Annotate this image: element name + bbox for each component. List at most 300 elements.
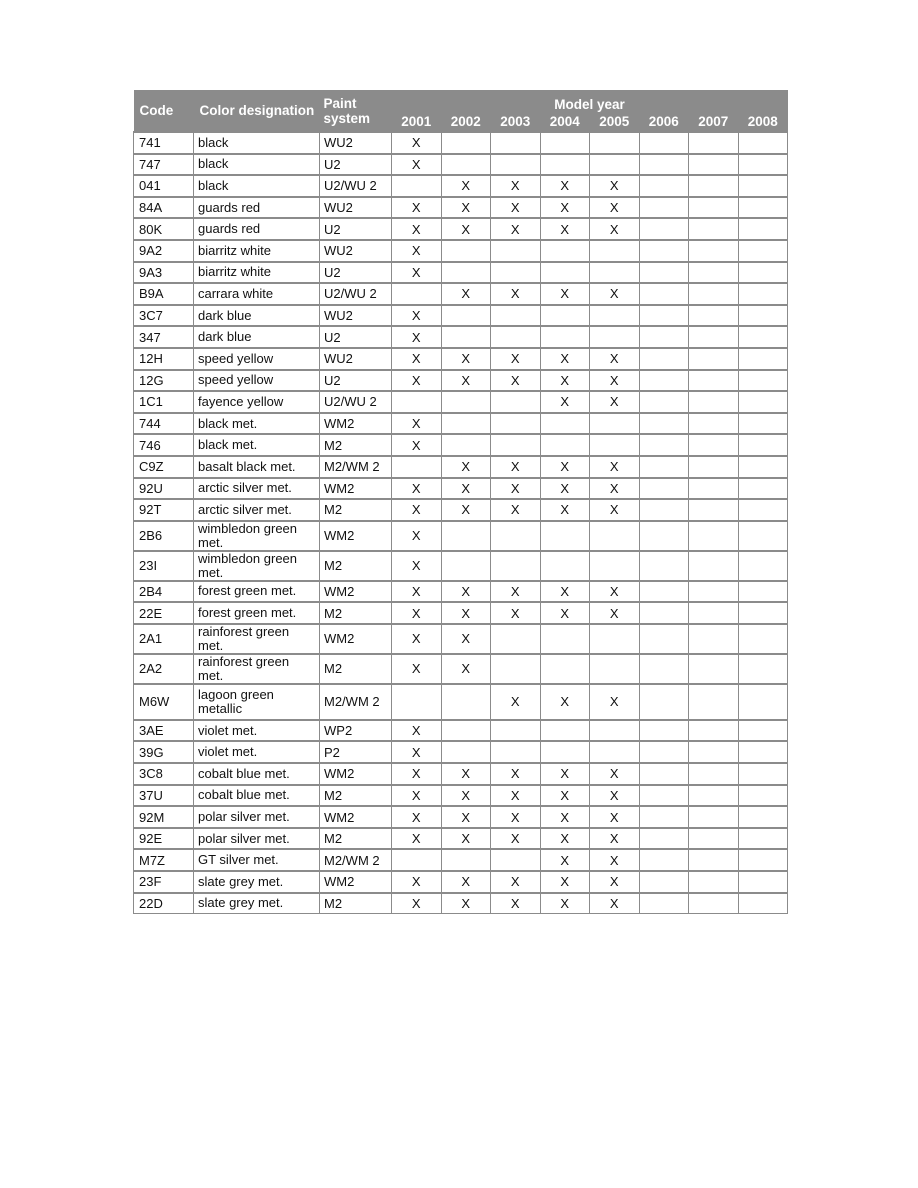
year-cell-2004 [540,305,590,327]
year-cell-2003 [491,326,541,348]
paint-system-cell: M2 [320,828,392,850]
year-cell-2008 [738,871,788,893]
year-cell-2003: X [491,828,541,850]
code-cell: 22D [134,893,194,914]
year-cell-2008 [738,456,788,478]
year-cell-2004: X [540,197,590,219]
code-cell: 744 [134,413,194,435]
year-cell-2002: X [441,499,491,521]
year-cell-2007 [689,218,739,240]
paint-system-cell: WM2 [320,413,392,435]
year-cell-2003 [491,624,541,654]
year-cell-2002: X [441,581,491,603]
year-cell-2005 [590,132,640,154]
year-cell-2007 [689,741,739,763]
year-cell-2008 [738,262,788,284]
table-row [134,720,788,742]
year-cell-2007 [689,175,739,197]
color-designation-cell: arctic silver met. [194,499,320,521]
paint-code-table [133,90,788,914]
color-designation-cell: rainforest green met. [194,654,320,684]
year-cell-2006 [639,326,689,348]
color-designation-cell: black met. [194,413,320,435]
color-designation-cell: forest green met. [194,581,320,603]
table-row [134,283,788,305]
year-cell-2006 [639,262,689,284]
year-cell-2001: X [392,806,442,828]
code-cell: 92M [134,806,194,828]
year-cell-2002: X [441,785,491,807]
year-cell-2001: X [392,197,442,219]
year-cell-2005 [590,326,640,348]
year-cell-2001: X [392,654,442,684]
code-cell: 041 [134,175,194,197]
year-cell-2001: X [392,581,442,603]
year-cell-2001 [392,391,442,413]
year-cell-2006 [639,154,689,176]
year-cell-2008 [738,849,788,871]
paint-system-cell: WU2 [320,240,392,262]
header-year: 2005 [590,112,640,132]
code-cell: M7Z [134,849,194,871]
year-cell-2007 [689,654,739,684]
table-row [134,154,788,176]
header-year: 2003 [491,112,541,132]
year-cell-2008 [738,684,788,720]
year-cell-2008 [738,581,788,603]
year-cell-2005: X [590,806,640,828]
year-cell-2006 [639,871,689,893]
paint-system-cell: M2 [320,893,392,914]
year-cell-2002: X [441,370,491,392]
year-cell-2004: X [540,391,590,413]
year-cell-2001: X [392,326,442,348]
year-cell-2005: X [590,499,640,521]
year-cell-2008 [738,175,788,197]
header-year: 2007 [689,112,739,132]
year-cell-2002: X [441,893,491,914]
paint-system-cell: U2 [320,326,392,348]
paint-system-cell: WM2 [320,624,392,654]
year-cell-2004: X [540,871,590,893]
table-row [134,893,788,914]
table-row [134,806,788,828]
color-designation-cell: cobalt blue met. [194,763,320,785]
year-cell-2003: X [491,602,541,624]
color-designation-cell: black [194,132,320,154]
year-cell-2002: X [441,197,491,219]
year-cell-2002 [441,551,491,581]
year-cell-2006 [639,828,689,850]
year-cell-2003: X [491,175,541,197]
paint-system-cell: U2 [320,154,392,176]
year-cell-2006 [639,305,689,327]
table-row [134,684,788,720]
year-cell-2005 [590,720,640,742]
year-cell-2007 [689,785,739,807]
paint-system-cell: WM2 [320,763,392,785]
year-cell-2001: X [392,348,442,370]
year-cell-2004: X [540,499,590,521]
year-cell-2005: X [590,602,640,624]
year-cell-2001: X [392,521,442,551]
paint-system-cell: M2 [320,434,392,456]
table-row [134,262,788,284]
year-cell-2002 [441,326,491,348]
table-row [134,602,788,624]
year-cell-2006 [639,218,689,240]
paint-system-cell: M2 [320,602,392,624]
year-cell-2001: X [392,478,442,500]
year-cell-2004 [540,624,590,654]
code-cell: 3C7 [134,305,194,327]
table-row [134,326,788,348]
year-cell-2001 [392,684,442,720]
year-cell-2008 [738,499,788,521]
year-cell-2008 [738,741,788,763]
code-cell: M6W [134,684,194,720]
year-cell-2008 [738,413,788,435]
year-cell-2008 [738,893,788,914]
header-year: 2008 [738,112,788,132]
year-cell-2003: X [491,871,541,893]
paint-system-cell: WU2 [320,132,392,154]
year-cell-2004: X [540,806,590,828]
year-cell-2004 [540,326,590,348]
year-cell-2005: X [590,478,640,500]
year-cell-2003: X [491,581,541,603]
code-cell: 1C1 [134,391,194,413]
year-cell-2001: X [392,413,442,435]
color-designation-cell: biarritz white [194,262,320,284]
year-cell-2004 [540,413,590,435]
year-cell-2005: X [590,581,640,603]
code-cell: 2A2 [134,654,194,684]
year-cell-2001: X [392,624,442,654]
year-cell-2006 [639,283,689,305]
year-cell-2001: X [392,871,442,893]
year-cell-2002: X [441,456,491,478]
color-designation-cell: speed yellow [194,370,320,392]
year-cell-2007 [689,684,739,720]
paint-system-cell: U2 [320,370,392,392]
year-cell-2005 [590,521,640,551]
year-cell-2005: X [590,283,640,305]
table-row [134,240,788,262]
code-cell: 747 [134,154,194,176]
table-row [134,551,788,581]
year-cell-2004: X [540,893,590,914]
year-cell-2007 [689,849,739,871]
year-cell-2007 [689,602,739,624]
year-cell-2006 [639,684,689,720]
year-cell-2002: X [441,624,491,654]
color-designation-cell: arctic silver met. [194,478,320,500]
year-cell-2003 [491,262,541,284]
code-cell: 3C8 [134,763,194,785]
year-cell-2007 [689,348,739,370]
code-cell: 2B4 [134,581,194,603]
header-model-year: Model year [392,90,788,112]
year-cell-2005: X [590,197,640,219]
year-cell-2007 [689,763,739,785]
year-cell-2007 [689,197,739,219]
paint-system-cell: M2/WM 2 [320,456,392,478]
code-cell: B9A [134,283,194,305]
year-cell-2001 [392,283,442,305]
year-cell-2006 [639,413,689,435]
year-cell-2003: X [491,684,541,720]
table-header [134,90,788,132]
year-cell-2005: X [590,763,640,785]
year-cell-2006 [639,370,689,392]
year-cell-2004 [540,521,590,551]
year-cell-2003 [491,720,541,742]
year-cell-2003: X [491,370,541,392]
code-cell: 23I [134,551,194,581]
year-cell-2003: X [491,283,541,305]
year-cell-2005: X [590,370,640,392]
color-designation-cell: basalt black met. [194,456,320,478]
year-cell-2007 [689,132,739,154]
year-cell-2006 [639,720,689,742]
year-cell-2005 [590,434,640,456]
year-cell-2004: X [540,763,590,785]
year-cell-2007 [689,806,739,828]
color-designation-cell: guards red [194,218,320,240]
year-cell-2005 [590,154,640,176]
table-body [134,132,788,914]
code-cell: 12G [134,370,194,392]
year-cell-2001: X [392,893,442,914]
year-cell-2002 [441,262,491,284]
paint-system-cell: WM2 [320,581,392,603]
year-cell-2006 [639,132,689,154]
code-cell: 92E [134,828,194,850]
year-cell-2002 [441,154,491,176]
year-cell-2003: X [491,478,541,500]
table-row [134,348,788,370]
year-cell-2006 [639,849,689,871]
year-cell-2008 [738,348,788,370]
year-cell-2006 [639,624,689,654]
table-row [134,391,788,413]
year-cell-2005: X [590,849,640,871]
year-cell-2003 [491,551,541,581]
code-cell: 9A3 [134,262,194,284]
year-cell-2007 [689,283,739,305]
year-cell-2004 [540,741,590,763]
year-cell-2001 [392,175,442,197]
year-cell-2008 [738,551,788,581]
table-row [134,305,788,327]
table-row [134,370,788,392]
year-cell-2008 [738,218,788,240]
year-cell-2007 [689,326,739,348]
year-cell-2003: X [491,499,541,521]
year-cell-2007 [689,305,739,327]
year-cell-2003 [491,391,541,413]
year-cell-2002 [441,305,491,327]
year-cell-2005 [590,240,640,262]
year-cell-2008 [738,654,788,684]
year-cell-2002 [441,684,491,720]
year-cell-2005 [590,305,640,327]
year-cell-2001: X [392,154,442,176]
code-cell: 9A2 [134,240,194,262]
code-cell: C9Z [134,456,194,478]
year-cell-2005: X [590,348,640,370]
year-cell-2008 [738,154,788,176]
year-cell-2006 [639,602,689,624]
year-cell-2007 [689,624,739,654]
year-cell-2006 [639,654,689,684]
paint-system-cell: M2/WM 2 [320,849,392,871]
year-cell-2007 [689,871,739,893]
color-designation-cell: carrara white [194,283,320,305]
table-row [134,132,788,154]
color-designation-cell: GT silver met. [194,849,320,871]
color-designation-cell: cobalt blue met. [194,785,320,807]
year-cell-2006 [639,175,689,197]
year-cell-2003: X [491,456,541,478]
year-cell-2007 [689,434,739,456]
color-designation-cell: wimbledon green met. [194,521,320,551]
code-cell: 92U [134,478,194,500]
year-cell-2001: X [392,720,442,742]
paint-system-cell: U2/WU 2 [320,283,392,305]
year-cell-2006 [639,581,689,603]
year-cell-2008 [738,720,788,742]
header-color-designation: Color designation [194,90,320,132]
year-cell-2001: X [392,132,442,154]
year-cell-2002: X [441,654,491,684]
color-designation-cell: forest green met. [194,602,320,624]
year-cell-2002 [441,434,491,456]
header-paint-system: Paint system [320,90,392,132]
paint-system-cell: M2/WM 2 [320,684,392,720]
year-cell-2002 [441,521,491,551]
year-cell-2001: X [392,763,442,785]
year-cell-2003: X [491,218,541,240]
paint-system-cell: WM2 [320,871,392,893]
year-cell-2003: X [491,348,541,370]
code-cell: 12H [134,348,194,370]
year-cell-2004: X [540,283,590,305]
year-cell-2007 [689,893,739,914]
year-cell-2001: X [392,305,442,327]
year-cell-2008 [738,326,788,348]
year-cell-2006 [639,763,689,785]
color-designation-cell: rainforest green met. [194,624,320,654]
year-cell-2008 [738,806,788,828]
table-row [134,456,788,478]
year-cell-2007 [689,499,739,521]
year-cell-2003: X [491,893,541,914]
paint-system-cell: M2 [320,654,392,684]
year-cell-2006 [639,785,689,807]
color-designation-cell: violet met. [194,720,320,742]
year-cell-2001: X [392,785,442,807]
color-designation-cell: polar silver met. [194,828,320,850]
year-cell-2003 [491,654,541,684]
color-designation-cell: speed yellow [194,348,320,370]
year-cell-2005 [590,654,640,684]
year-cell-2001: X [392,218,442,240]
year-cell-2008 [738,828,788,850]
year-cell-2004 [540,154,590,176]
code-cell: 39G [134,741,194,763]
color-designation-cell: black [194,154,320,176]
year-cell-2005: X [590,391,640,413]
year-cell-2006 [639,741,689,763]
year-cell-2005: X [590,456,640,478]
year-cell-2003 [491,849,541,871]
year-cell-2006 [639,456,689,478]
year-cell-2003 [491,154,541,176]
year-cell-2001: X [392,370,442,392]
year-cell-2002: X [441,871,491,893]
year-cell-2005 [590,262,640,284]
color-designation-cell: biarritz white [194,240,320,262]
code-cell: 2A1 [134,624,194,654]
year-cell-2004: X [540,785,590,807]
year-cell-2003: X [491,197,541,219]
year-cell-2003 [491,132,541,154]
year-cell-2007 [689,478,739,500]
year-cell-2003 [491,240,541,262]
code-cell: 37U [134,785,194,807]
header-year: 2006 [639,112,689,132]
paint-system-cell: WU2 [320,305,392,327]
year-cell-2004: X [540,828,590,850]
year-cell-2001: X [392,240,442,262]
year-cell-2001 [392,849,442,871]
table-row [134,499,788,521]
code-cell: 23F [134,871,194,893]
year-cell-2004: X [540,218,590,240]
year-cell-2006 [639,240,689,262]
color-designation-cell: black [194,175,320,197]
year-cell-2007 [689,581,739,603]
year-cell-2007 [689,154,739,176]
color-designation-cell: black met. [194,434,320,456]
year-cell-2001: X [392,499,442,521]
year-cell-2001: X [392,551,442,581]
year-cell-2004 [540,551,590,581]
header-code: Code [134,90,194,132]
year-cell-2004: X [540,478,590,500]
year-cell-2005: X [590,218,640,240]
year-cell-2004: X [540,370,590,392]
table-row [134,413,788,435]
year-cell-2005: X [590,785,640,807]
year-cell-2007 [689,521,739,551]
year-cell-2004 [540,132,590,154]
year-cell-2008 [738,240,788,262]
year-cell-2001 [392,456,442,478]
year-cell-2004: X [540,175,590,197]
year-cell-2007 [689,262,739,284]
paint-system-cell: WM2 [320,478,392,500]
code-cell: 92T [134,499,194,521]
color-designation-cell: lagoon green metallic [194,684,320,720]
color-designation-cell: dark blue [194,305,320,327]
table-row [134,478,788,500]
year-cell-2004 [540,262,590,284]
table-row [134,218,788,240]
year-cell-2002 [441,849,491,871]
